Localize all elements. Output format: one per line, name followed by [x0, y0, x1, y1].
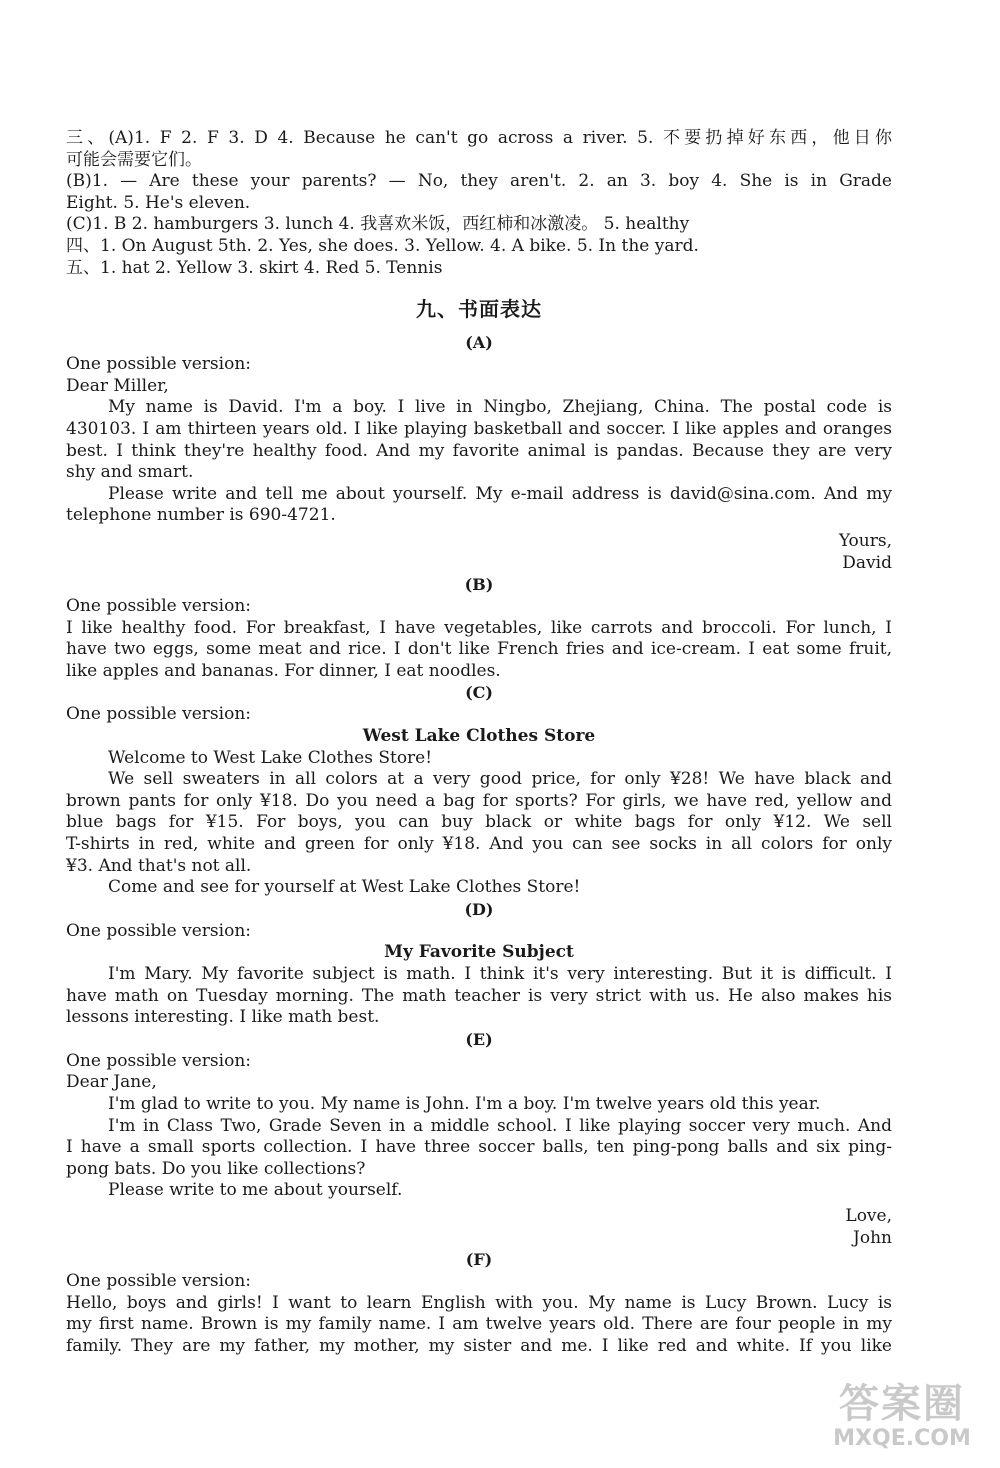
essay-line: I'm in Class Two, Grade Seven in a middle school. I like playing soccer very much. And — [108, 1115, 892, 1136]
site-watermark — [812, 1382, 992, 1462]
essay-line: lessons interesting. I like math best. — [66, 1007, 380, 1028]
essay-f — [66, 1249, 892, 1357]
essay-line: Welcome to West Lake Clothes Store! — [108, 747, 433, 768]
essay-line: like apples and bananas. For dinner, I eat noodles. — [66, 660, 501, 681]
essay-title: My Favorite Subject — [384, 942, 574, 963]
section-title: 九、书面表达 — [416, 297, 542, 322]
answer-line: (C)1. B 2. hamburgers 3. lunch 4. 我喜欢米饭，西红柿和冰激凌。 5. healthy — [66, 214, 690, 235]
essay-a — [66, 332, 892, 574]
essay-intro: One possible version: — [66, 920, 251, 941]
answer-line: 三、(A)1. F 2. F 3. D 4. Because he can't go across a river. 5. 不要扔掉好东西，他日你 — [66, 128, 892, 148]
watermark-logo-text: 答案圈 — [839, 1381, 965, 1427]
essay-intro: One possible version: — [66, 1271, 251, 1292]
essay-line: 430103. I am thirteen years old. I like playing basketball and soccer. I like apples and oranges — [66, 418, 892, 439]
essay-line: T-shirts in red, white and green for only ¥18. And you can see socks in all colors for only — [66, 834, 892, 855]
essay-line: telephone number is 690-4721. — [66, 505, 336, 526]
answer-line: Eight. 5. He's eleven. — [66, 192, 251, 213]
essay-line: ¥3. And that's not all. — [66, 855, 252, 876]
letter-closing: Love, — [845, 1205, 892, 1226]
essay-label: (F) — [465, 1250, 493, 1270]
letter-closing: Yours, — [838, 530, 892, 551]
answer-line: 五、1. hat 2. Yellow 3. skirt 4. Red 5. Tennis — [66, 257, 443, 278]
essay-label: (B) — [464, 575, 494, 595]
essay-line: have math on Tuesday morning. The math teacher is very strict with us. He also makes his — [66, 985, 892, 1006]
essay-line: I like healthy food. For breakfast, I have vegetables, like carrots and broccoli. For lunch, I — [66, 617, 892, 638]
essay-line: I'm Mary. My favorite subject is math. I think it's very interesting. But it is difficult. I — [108, 964, 892, 984]
essay-intro: One possible version: — [66, 354, 251, 375]
answer-line: (B)1. — Are these your parents? — No, they aren't. 2. an 3. boy 4. She is in Grade — [66, 171, 892, 192]
essay-c — [66, 682, 892, 898]
essay-b — [66, 574, 892, 682]
essay-line: I have a small sports collection. I have three soccer balls, ten ping-pong balls and six ping- — [66, 1137, 892, 1158]
essay-intro: One possible version: — [66, 1050, 251, 1071]
watermark-url: MXQE.COM — [833, 1426, 971, 1451]
essay-title: West Lake Clothes Store — [362, 726, 596, 747]
essay-line: blue bags for ¥15. For boys, you can buy black or white bags for only ¥12. We sell — [66, 812, 892, 833]
essay-line: brown pants for only ¥18. Do you need a bag for sports? For girls, we have red, yellow and — [66, 790, 892, 811]
essay-line: We sell sweaters in all colors at a very good price, for only ¥28! We have black and — [108, 769, 892, 790]
letter-signature: John — [853, 1227, 892, 1248]
essay-line: Please write to me about yourself. — [108, 1180, 403, 1201]
essay-label: (A) — [465, 333, 493, 353]
letter-signature: David — [842, 552, 892, 573]
essay-line: My name is David. I'm a boy. I live in Ningbo, Zhejiang, China. The postal code is — [108, 397, 892, 418]
essay-line: Hello, boys and girls! I want to learn English with you. My name is Lucy Brown. Lucy is — [66, 1292, 892, 1313]
essay-line: my first name. Brown is my family name. I am twelve years old. There are four people in my — [66, 1314, 892, 1335]
essay-line: Please write and tell me about yourself. My e-mail address is david@sina.com. And my — [108, 483, 892, 504]
essay-d — [66, 899, 892, 1029]
letter-salutation: Dear Jane, — [66, 1072, 157, 1093]
answer-line: 可能会需要它们。 — [66, 149, 202, 170]
essay-label: (D) — [464, 899, 494, 919]
letter-salutation: Dear Miller, — [66, 375, 169, 396]
essay-line: best. I think they're healthy food. And my favorite animal is pandas. Because they are very — [66, 440, 892, 461]
essay-line: family. They are my father, my mother, my sister and me. I like red and white. If you like — [66, 1335, 892, 1356]
essay-label: (C) — [465, 683, 493, 703]
essay-intro: One possible version: — [66, 704, 251, 725]
answer-page — [66, 128, 892, 1358]
essay-line: shy and smart. — [66, 462, 194, 483]
essay-line: have two eggs, some meat and rice. I don't like French fries and ice-cream. I eat some fruit, — [66, 639, 892, 660]
answer-key — [66, 128, 892, 279]
essay-line: Come and see for yourself at West Lake Clothes Store! — [108, 877, 581, 898]
essay-e — [66, 1029, 892, 1249]
essay-label: (E) — [465, 1029, 493, 1049]
essay-line: pong bats. Do you like collections? — [66, 1158, 366, 1179]
answer-line: 四、1. On August 5th. 2. Yes, she does. 3. Yellow. 4. A bike. 5. In the yard. — [66, 235, 699, 256]
essay-intro: One possible version: — [66, 596, 251, 617]
essay-line: I'm glad to write to you. My name is John. I'm a boy. I'm twelve years old this year. — [108, 1093, 821, 1114]
